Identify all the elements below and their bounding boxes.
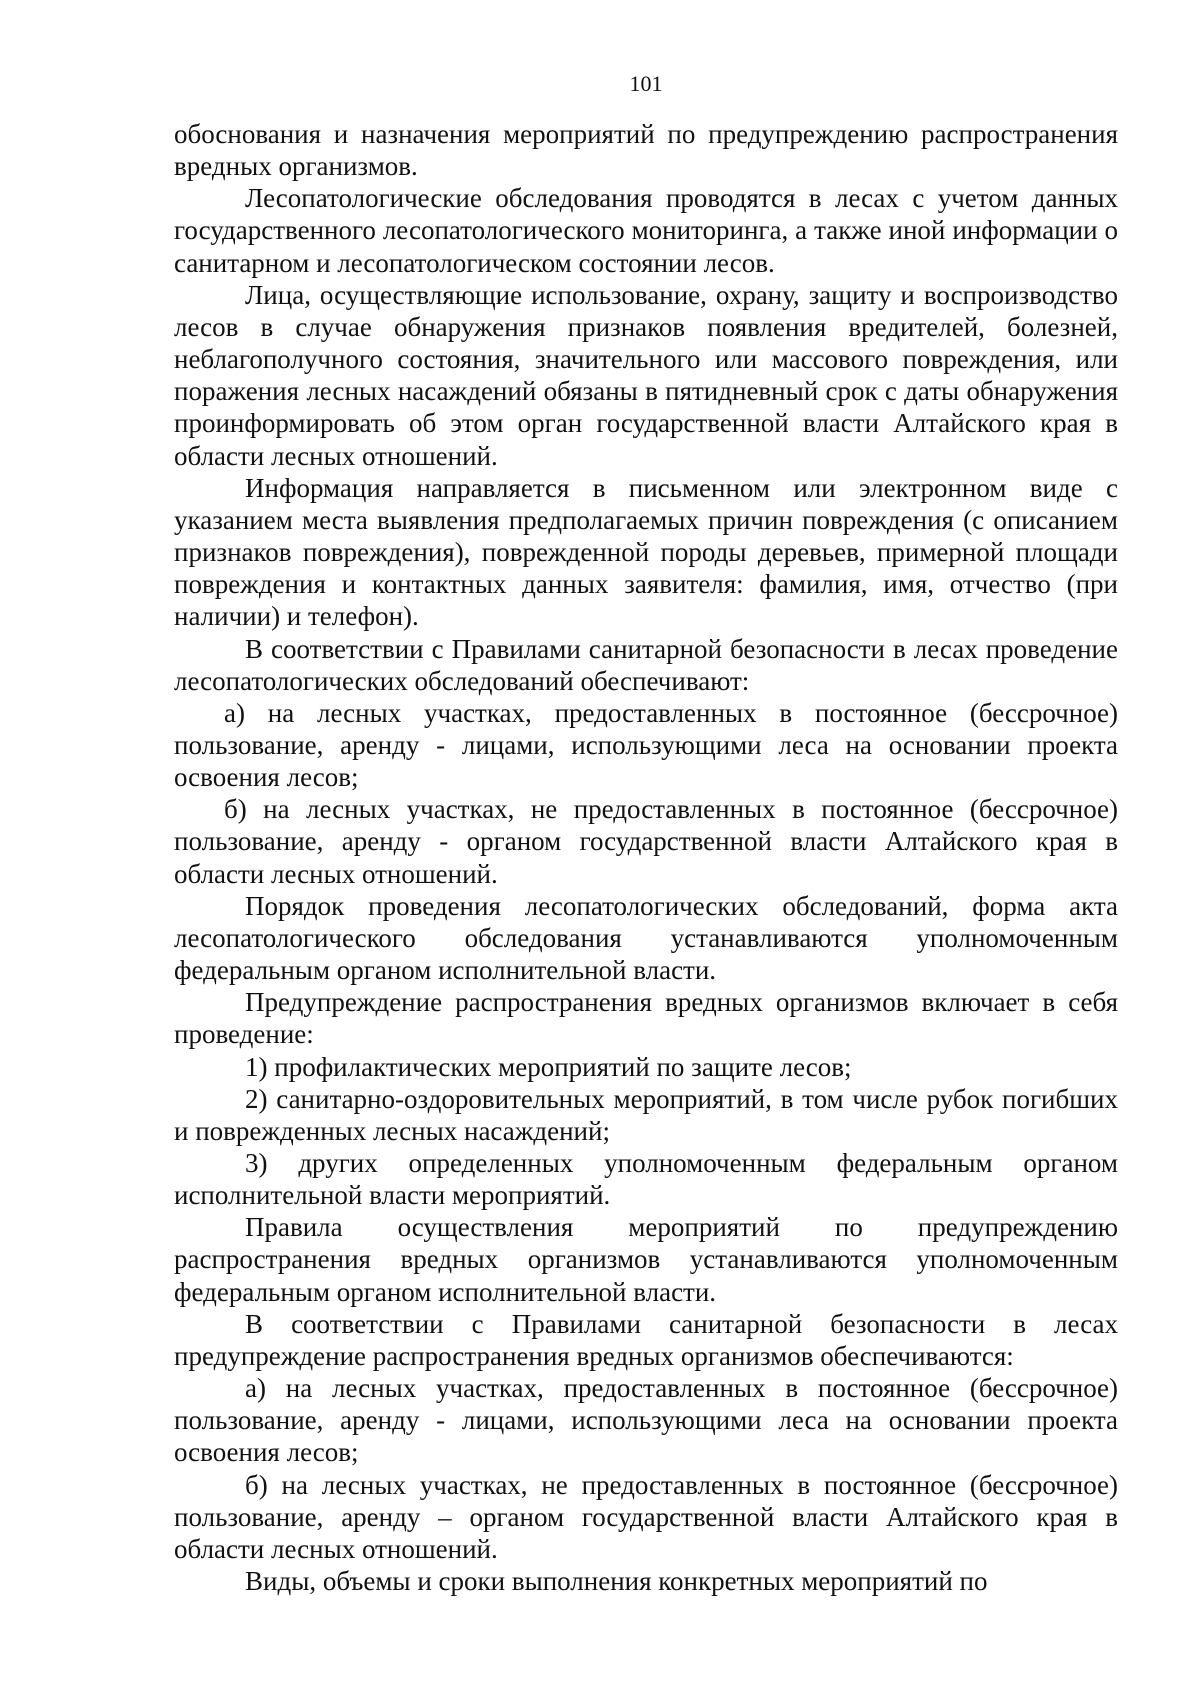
list-item-a-2: а) на лесных участках, предоставленных в постоянное (бессрочное) пользование, аренду - лицами, использующими леса на основании проекта освоения лесов; <box>174 1373 1118 1468</box>
paragraph-5: В соответствии с Правилами санитарной безопасности в лесах проведение лесопатологических обследований обеспечивают: <box>174 633 1118 696</box>
list-item-1: 1) профилактических мероприятий по защите лесов; <box>245 1051 852 1082</box>
paragraph-4: Информация направляется в письменном или электронном виде с указанием места выявления предполагаемых причин повреждения (с описанием признаков повреждения), поврежденной породы деревьев, примерной площади повреждения и контактных данных заявителя: фамилия, имя, отчество (при наличии) и телефон). <box>174 472 1118 632</box>
list-item-b-2: б) на лесных участках, не предоставленных в постоянное (бессрочное) пользование, аренду – органом государственной власти Алтайского края в области лесных отношений. <box>174 1469 1118 1564</box>
paragraph-1: обоснования и назначения мероприятий по предупреждению распространения вредных организмов. <box>174 119 1118 182</box>
page-number: 101 <box>629 71 663 96</box>
paragraph-7: Предупреждение распространения вредных организмов включает в себя проведение: <box>174 987 1118 1050</box>
body-text <box>174 118 1118 1597</box>
paragraph-3: Лица, осуществляющие использование, охрану, защиту и воспроизводство лесов в случае обнаружения признаков появления вредителей, болезней, неблагополучного состояния, значительного или массового повреждения, или поражения лесных насаждений обязаны в пятидневный срок с даты обнаружения проинформировать об этом орган государственной власти Алтайского края в области лесных отношений. <box>174 279 1118 471</box>
paragraph-8: Правила осуществления мероприятий по предупреждению распространения вредных организмов устанавливаются уполномоченным федеральным органом исполнительной власти. <box>174 1212 1118 1307</box>
paragraph-2: Лесопатологические обследования проводятся в лесах с учетом данных государственного лесопатологического мониторинга, а также иной информации о санитарном и лесопатологическом состоянии лесов. <box>174 183 1118 278</box>
list-item-2: 2) санитарно-оздоровительных мероприятий, в том числе рубок погибших и поврежденных лесных насаждений; <box>174 1083 1118 1146</box>
document-page <box>174 68 1118 1597</box>
paragraph-9: В соответствии с Правилами санитарной безопасности в лесах предупреждение распространения вредных организмов обеспечиваются: <box>174 1308 1118 1371</box>
list-item-b-1: б) на лесных участках, не предоставленных в постоянное (бессрочное) пользование, аренду - органом государственной власти Алтайского края в области лесных отношений. <box>174 794 1118 889</box>
list-item-3: 3) других определенных уполномоченным федеральным органом исполнительной власти мероприятий. <box>174 1148 1118 1211</box>
paragraph-10: Виды, объемы и сроки выполнения конкретных мероприятий по <box>245 1566 988 1597</box>
list-item-a-1: а) на лесных участках, предоставленных в постоянное (бессрочное) пользование, аренду - лицами, использующими леса на основании проекта освоения лесов; <box>174 697 1118 793</box>
paragraph-6: Порядок проведения лесопатологических обследований, форма акта лесопатологического обследования устанавливаются уполномоченным федеральным органом исполнительной власти. <box>174 890 1118 986</box>
